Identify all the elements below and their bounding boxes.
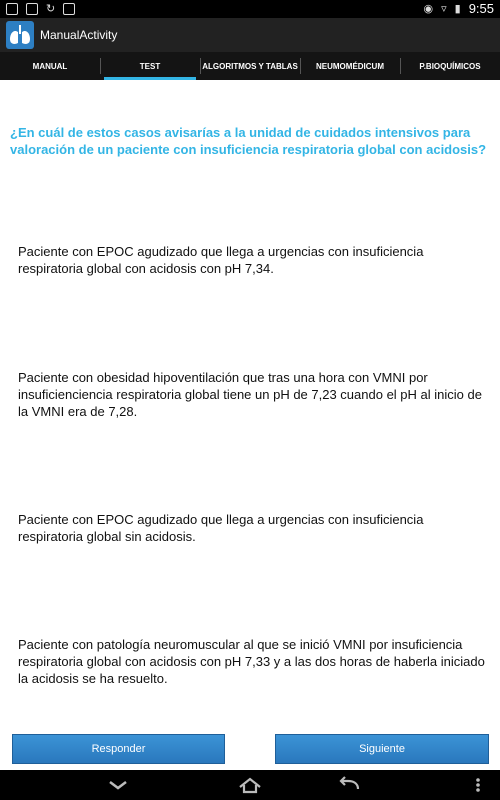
- battery-icon: ▮: [454, 2, 461, 15]
- status-bar: [0, 0, 500, 18]
- navigation-bar: [0, 770, 500, 800]
- sync-icon: ↻: [46, 2, 56, 15]
- answer-option-2[interactable]: Paciente con obesidad hipoventilación que tras una hora con VMNI por insuficienciencia respiratoria global tiene un pH de 7,23 cuando el pH al inicio de la VMNI era de 7,28.: [18, 370, 482, 419]
- app-notification-icon: [63, 3, 75, 15]
- back-icon[interactable]: [336, 775, 364, 795]
- tab-bar: [0, 52, 500, 80]
- answer-option-4[interactable]: Paciente con patología neuromuscular al que se inició VMNI por insuficiencia respiratoria global con acidosis con pH 7,33 y a las dos horas de haberla iniciado la acidosis se ha resuelto.: [18, 637, 485, 686]
- question-text: ¿En cuál de estos casos avisarías a la unidad de cuidados intensivos para valoración de un paciente con insuficiencia respiratoria global con acidosis?: [10, 125, 487, 157]
- action-bar: [0, 18, 500, 52]
- wifi-icon: ▿: [441, 2, 447, 15]
- tab-label: MANUAL: [32, 61, 68, 71]
- tab-label: ALGORITMOS Y TABLAS: [202, 61, 298, 71]
- answer-option-3[interactable]: Paciente con EPOC agudizado que llega a urgencias con insuficiencia respiratoria global sin acidosis.: [18, 512, 424, 544]
- menu-icon[interactable]: [464, 775, 492, 795]
- answer-option-1[interactable]: Paciente con EPOC agudizado que llega a urgencias con insuficiencia respiratoria global con acidosis con pH 7,34.: [18, 244, 424, 276]
- tab-p-bioquimicos[interactable]: [400, 52, 500, 80]
- app-title: ManualActivity: [40, 28, 118, 42]
- lungs-icon[interactable]: [6, 21, 34, 49]
- home-icon[interactable]: [236, 775, 264, 795]
- status-time: 9:55: [468, 1, 494, 16]
- tab-test[interactable]: [100, 52, 200, 80]
- tab-label: NEUMOMÉDICUM: [316, 61, 384, 71]
- tab-manual[interactable]: [0, 52, 100, 80]
- image-icon: [26, 3, 38, 15]
- tab-algoritmos-y-tablas[interactable]: [200, 52, 300, 80]
- tab-label: P.BIOQUÍMICOS: [419, 61, 481, 71]
- next-button[interactable]: Siguiente: [275, 734, 489, 764]
- tab-label: TEST: [139, 61, 161, 71]
- eye-icon: ◉: [423, 2, 434, 15]
- tab-neumomedicum[interactable]: [300, 52, 400, 80]
- respond-button[interactable]: Responder: [12, 734, 225, 764]
- notification-icon: [6, 3, 18, 15]
- collapse-chevron-icon[interactable]: [104, 775, 132, 795]
